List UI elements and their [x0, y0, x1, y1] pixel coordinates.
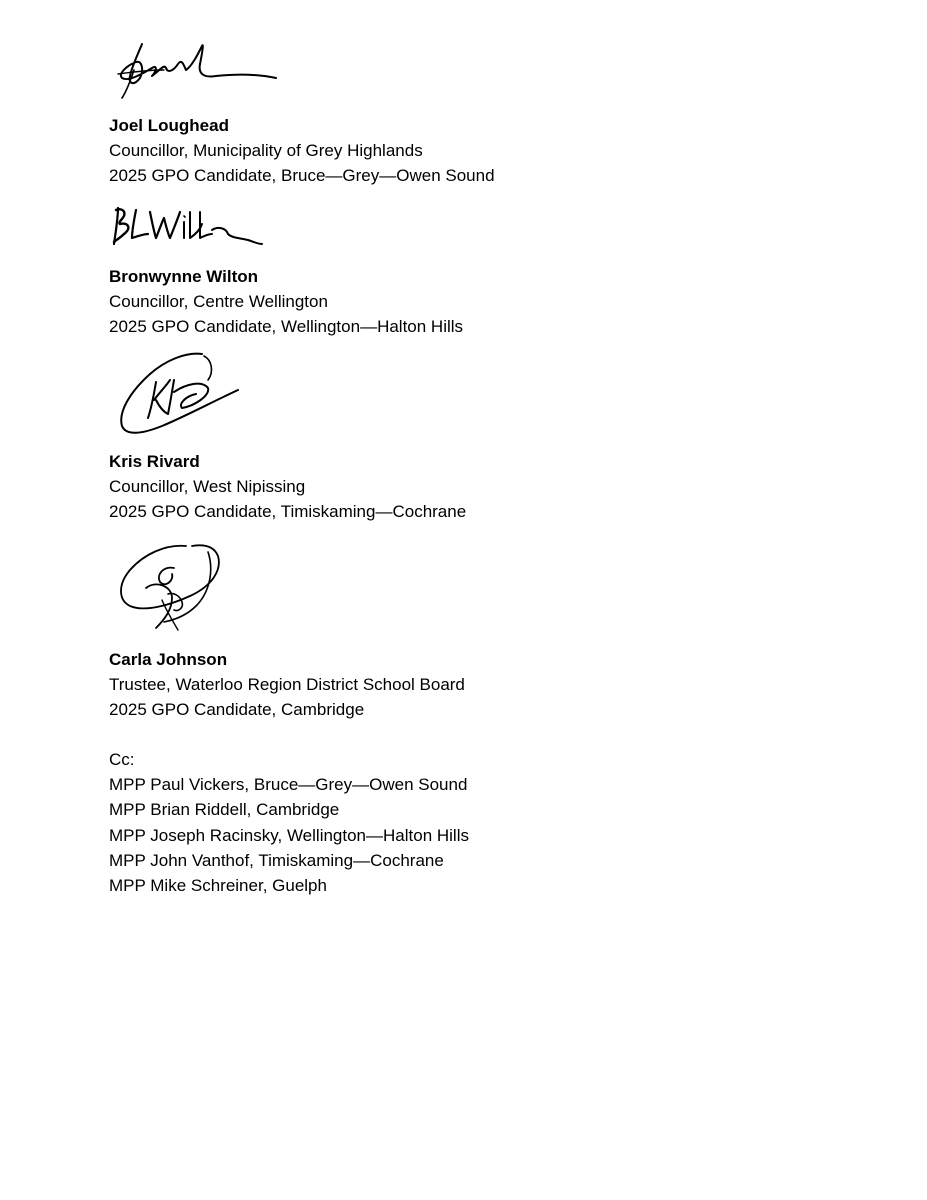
cc-list — [109, 747, 469, 898]
signatory-candidacy: 2025 GPO Candidate, Cambridge — [109, 700, 365, 719]
signatory-role: Councillor, Municipality of Grey Highlands — [109, 141, 423, 160]
signatory-role: Councillor, Centre Wellington — [109, 292, 328, 311]
signature-joel-loughead — [112, 40, 282, 102]
signatory-role: Councillor, West Nipissing — [109, 477, 306, 496]
signatory-name: Joel Loughead — [109, 116, 229, 135]
signature-carla-johnson — [116, 540, 228, 636]
signature-bronwynne-wilton — [108, 204, 266, 250]
signatory-candidacy: 2025 GPO Candidate, Timiskaming—Cochrane — [109, 502, 467, 521]
signatory-name: Kris Rivard — [109, 452, 200, 471]
signatory-block — [109, 449, 466, 524]
cc-recipient: MPP Mike Schreiner, Guelph — [109, 876, 327, 896]
cc-label: Cc: — [109, 750, 135, 769]
cc-recipient: MPP Paul Vickers, Bruce—Grey—Owen Sound — [109, 775, 468, 795]
cc-recipient: MPP Joseph Racinsky, Wellington—Halton Hills — [109, 825, 469, 845]
signatory-block — [109, 264, 463, 339]
signatory-candidacy: 2025 GPO Candidate, Wellington—Halton Hills — [109, 317, 464, 336]
signatory-name: Carla Johnson — [109, 650, 228, 669]
signatory-role: Trustee, Waterloo Region District School Board — [109, 675, 465, 694]
signatory-block — [109, 113, 495, 188]
cc-recipient: MPP John Vanthof, Timiskaming—Cochrane — [109, 850, 444, 870]
cc-recipient: MPP Brian Riddell, Cambridge — [109, 800, 340, 820]
signatory-name: Bronwynne Wilton — [109, 267, 259, 286]
signatory-candidacy: 2025 GPO Candidate, Bruce—Grey—Owen Sound — [109, 166, 495, 185]
signature-kris-rivard — [116, 350, 244, 440]
signatory-block — [109, 647, 465, 722]
